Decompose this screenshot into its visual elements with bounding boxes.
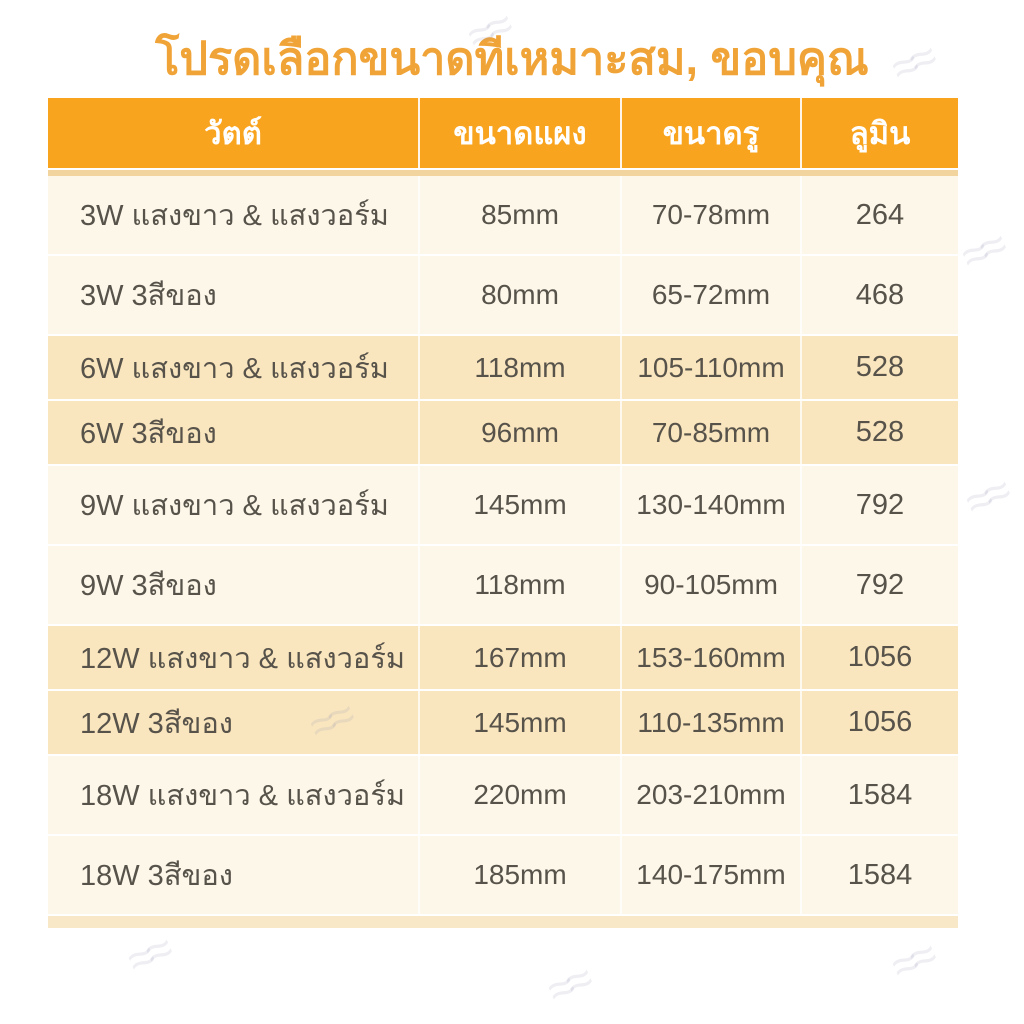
page-title: โปรดเลือกขนาดทีเหมาะสม, ขอบคุณ [155,33,869,84]
lumens-cell: 1056 [800,626,958,689]
spec-table [48,98,958,928]
hole-size-cell: 203-210mm [620,756,800,834]
panel-size-cell: 185mm [418,836,620,914]
watt-cell: 9W 3สีของ [80,570,217,602]
panel-size-cell: 118mm [418,546,620,624]
watt-cell: 12W แสงขาว & แสงวอร์ม [80,642,406,675]
column-header-1: ขนาดแผง [418,98,620,168]
panel-size-cell: 85mm [418,176,620,254]
table-header-row [48,98,958,168]
table-row [48,836,958,914]
watermark-mark [883,929,940,994]
watt-cell: 18W แสงขาว & แสงวอร์ม [80,780,406,812]
hole-size-cell: 70-85mm [620,401,800,464]
hole-size-cell: 65-72mm [620,256,800,334]
lumens-cell: 528 [800,336,958,399]
lumens-cell: 792 [800,466,958,544]
panel-size-cell: 96mm [418,401,620,464]
hole-size-cell: 153-160mm [620,626,800,689]
panel-size-cell: 118mm [418,336,620,399]
table-bottom-strip [48,916,958,928]
table-body [48,176,958,914]
panel-size-cell: 167mm [418,626,620,689]
hole-size-cell: 70-78mm [620,176,800,254]
lumens-cell: 1056 [800,691,958,754]
watt-cell: 6W 3สีของ [80,417,217,450]
watt-cell: 18W 3สีของ [80,860,233,892]
lumens-cell: 792 [800,546,958,624]
hole-size-cell: 105-110mm [620,336,800,399]
watermark-mark [539,953,596,1018]
table-row [48,401,958,464]
lumens-cell: 1584 [800,756,958,834]
watermark-mark [953,219,1010,284]
lumens-cell: 468 [800,256,958,334]
watt-cell: 9W แสงขาว & แสงวอร์ม [80,490,389,522]
panel-size-cell: 80mm [418,256,620,334]
watt-cell: 3W 3สีของ [80,280,217,312]
watt-cell: 12W 3สีของ [80,707,233,740]
table-row [48,256,958,334]
table-row [48,691,958,754]
watermark-mark [119,923,176,988]
column-header-2: ขนาดรู [620,98,800,168]
hole-size-cell: 140-175mm [620,836,800,914]
table-row [48,336,958,399]
watt-cell: 6W แสงขาว & แสงวอร์ม [80,352,389,385]
watermark-mark [957,465,1014,530]
panel-size-cell: 220mm [418,756,620,834]
hole-size-cell: 90-105mm [620,546,800,624]
hole-size-cell: 110-135mm [620,691,800,754]
table-row [48,176,958,254]
table-row [48,626,958,689]
panel-size-cell: 145mm [418,691,620,754]
table-row [48,546,958,624]
column-header-3: ลูมิน [800,98,958,168]
watt-cell: 3W แสงขาว & แสงวอร์ม [80,200,389,232]
lumens-cell: 264 [800,176,958,254]
column-header-0: วัตต์ [204,116,262,151]
lumens-cell: 528 [800,401,958,464]
hole-size-cell: 130-140mm [620,466,800,544]
table-row [48,756,958,834]
lumens-cell: 1584 [800,836,958,914]
table-row [48,466,958,544]
panel-size-cell: 145mm [418,466,620,544]
